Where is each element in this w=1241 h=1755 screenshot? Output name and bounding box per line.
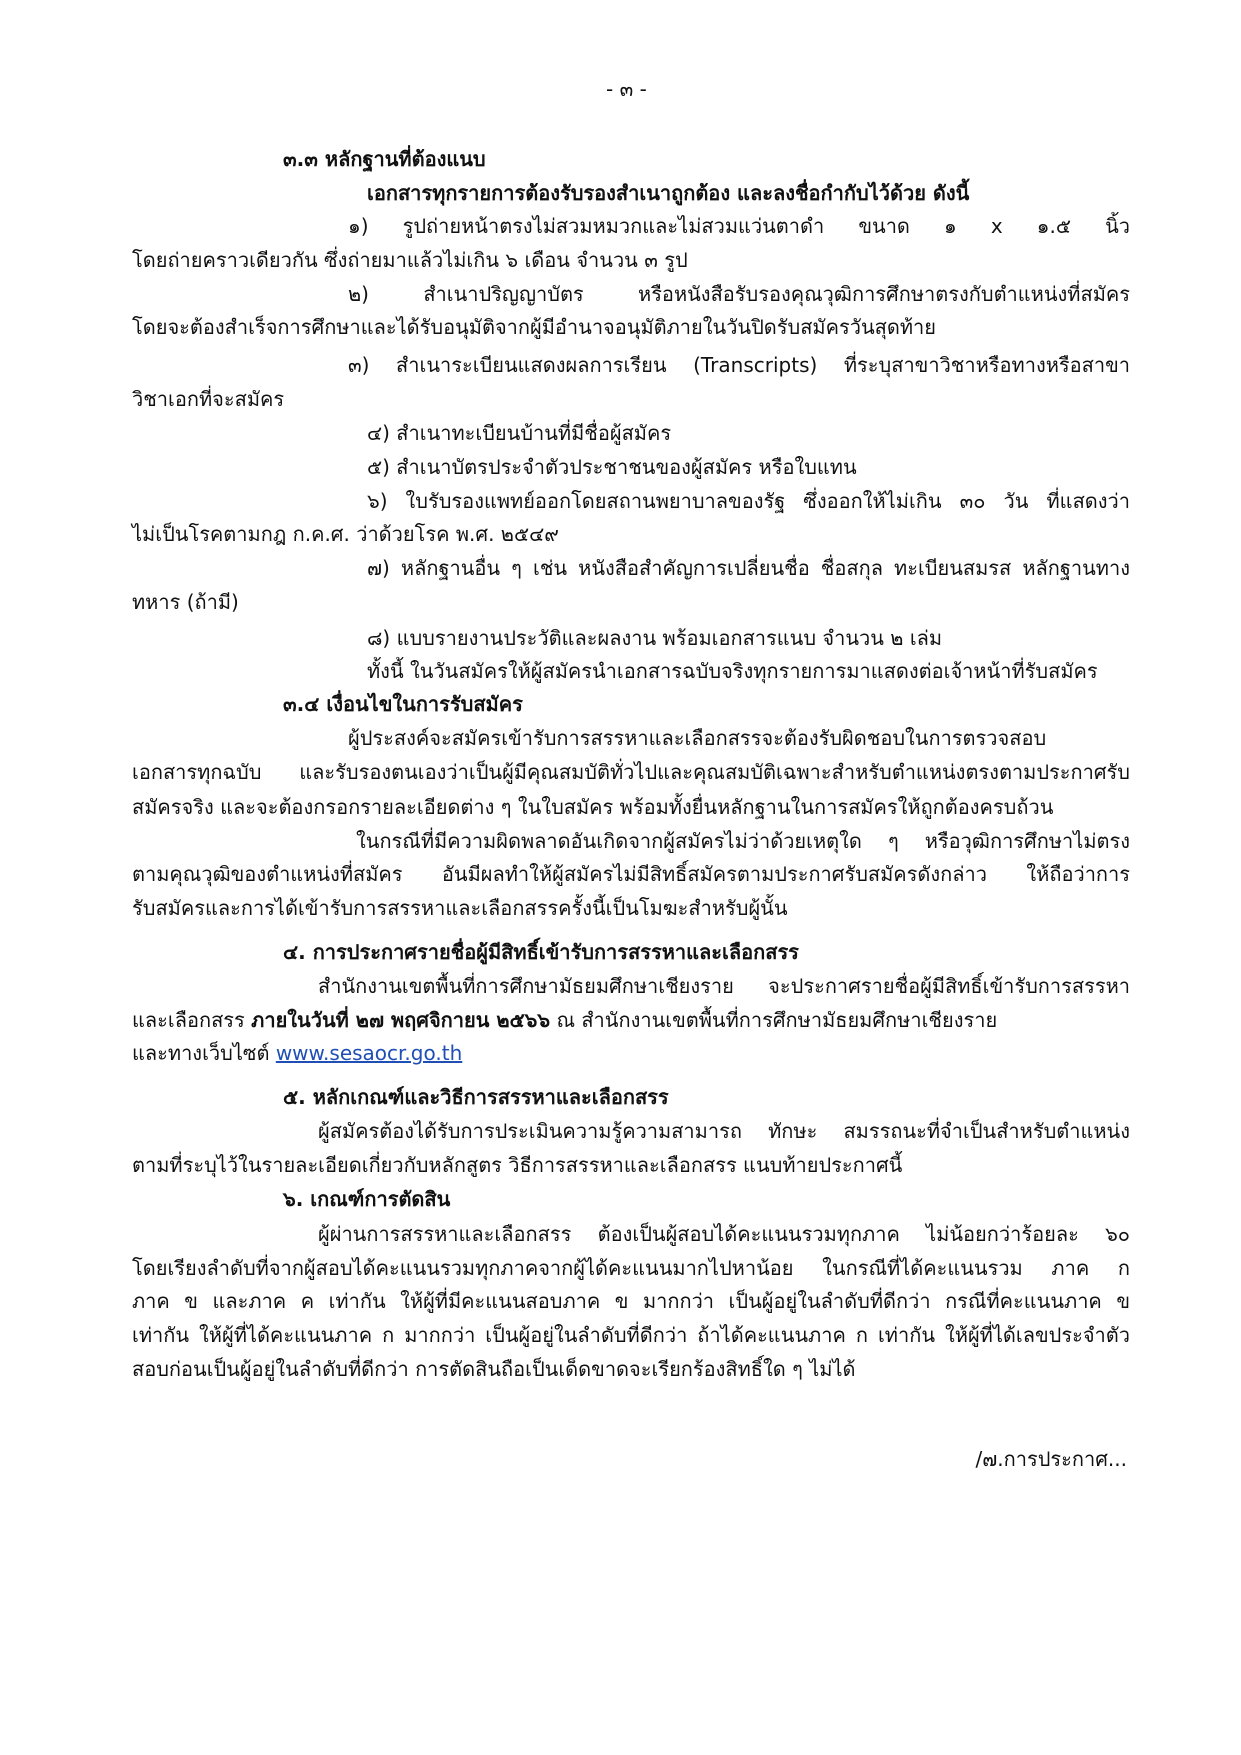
section-5-heading: ๕. หลักเกณฑ์และวิธีการสรรหาและเลือกสรร xyxy=(283,1085,669,1109)
section-6-line-4: เท่ากัน ให้ผู้ที่ได้คะแนนภาค ก มากกว่า เป็นผู้อยู่ในลำดับที่ดีกว่า ถ้าได้คะแนนภาค ก เท่ากัน ให้ผู้ที่ได้เลขประจำตัว xyxy=(132,1323,1130,1347)
section-6-heading: ๖. เกณฑ์การตัดสิน xyxy=(283,1187,451,1211)
item-6-line-2: ไม่เป็นโรคตามกฎ ก.ค.ศ. ว่าด้วยโรค พ.ศ. ๒๕๔๙ xyxy=(132,522,559,546)
section-3-4-para-1-line-3: สมัครจริง และจะต้องกรอกรายละเอียดต่าง ๆ ในใบสมัคร พร้อมทั้งยื่นหลักฐานในการสมัครให้ถูกต้องครบถ้วน xyxy=(132,795,1054,819)
section-3-3-subheading: เอกสารทุกรายการต้องรับรองสำเนาถูกต้อง และลงชื่อกำกับไว้ด้วย ดังนี้ xyxy=(367,181,970,205)
section-6-line-3: ภาค ข และภาค ค เท่ากัน ให้ผู้ที่มีคะแนนสอบภาค ข มากกว่า เป็นผู้อยู่ในลำดับที่ดีกว่า กรณีที่คะแนนภาค ข xyxy=(132,1289,1130,1313)
item-2-line-1: ๒) สำเนาปริญญาบัตร หรือหนังสือรับรองคุณวุฒิการศึกษาตรงกับตำแหน่งที่สมัคร xyxy=(348,282,1130,306)
website-link[interactable]: www.sesaocr.go.th xyxy=(275,1041,463,1065)
section-3-4-para-2-line-1: ในกรณีที่มีความผิดพลาดอันเกิดจากผู้สมัครไม่ว่าด้วยเหตุใด ๆ หรือวุฒิการศึกษาไม่ตรง xyxy=(356,829,1130,853)
item-2-line-2: โดยจะต้องสำเร็จการศึกษาและได้รับอนุมัติจากผู้มีอำนาจอนุมัติภายในวันปิดรับสมัครวันสุดท้าย xyxy=(132,315,936,339)
item-8: ๘) แบบรายงานประวัติและผลงาน พร้อมเอกสารแนบ จำนวน ๒ เล่ม xyxy=(367,626,943,650)
section-3-4-para-1-line-1: ผู้ประสงค์จะสมัครเข้ารับการสรรหาและเลือกสรรจะต้องรับผิดชอบในการตรวจสอบ xyxy=(348,726,1047,750)
section-3-4-para-1-line-2: เอกสารทุกฉบับ และรับรองตนเองว่าเป็นผู้มีคุณสมบัติทั่วไปและคุณสมบัติเฉพาะสำหรับตำแหน่งตรงตามประกาศรับ xyxy=(132,760,1130,784)
section-5-line-2: ตามที่ระบุไว้ในรายละเอียดเกี่ยวกับหลักสูตร วิธีการสรรหาและเลือกสรร แนบท้ายประกาศนี้ xyxy=(132,1153,903,1177)
item-6-line-1: ๖) ใบรับรองแพทย์ออกโดยสถานพยาบาลของรัฐ ซึ่งออกให้ไม่เกิน ๓๐ วัน ที่แสดงว่า xyxy=(367,489,1130,513)
item-3-line-2: วิชาเอกที่จะสมัคร xyxy=(132,387,285,411)
section-5-line-1: ผู้สมัครต้องได้รับการประเมินความรู้ความสามารถ ทักษะ สมรรถนะที่จำเป็นสำหรับตำแหน่ง xyxy=(318,1119,1130,1143)
section-6-line-2: โดยเรียงลำดับที่จากผู้สอบได้คะแนนรวมทุกภาคจากผู้ได้คะแนนมากไปหาน้อย ในกรณีที่ได้คะแนนรวม ภาค ก xyxy=(132,1256,1130,1280)
section-4-heading: ๔. การประกาศรายชื่อผู้มีสิทธิ์เข้ารับการสรรหาและเลือกสรร xyxy=(283,940,799,964)
continuation-marker: /๗.การประกาศ... xyxy=(975,1447,1127,1471)
section-4-line-2-post: ณ สำนักงานเขตพื้นที่การศึกษามัธยมศึกษาเชียงราย xyxy=(556,1008,998,1032)
item-1-line-2: โดยถ่ายคราวเดียวกัน ซึ่งถ่ายมาแล้วไม่เกิน ๖ เดือน จำนวน ๓ รูป xyxy=(132,248,688,272)
item-3-line-1: ๓) สำเนาระเบียนแสดงผลการเรียน (Transcripts) ที่ระบุสาขาวิชาหรือทางหรือสาขา xyxy=(348,353,1130,377)
section-3-4-heading: ๓.๔ เงื่อนไขในการรับสมัคร xyxy=(283,692,523,716)
section-3-3-note: ทั้งนี้ ในวันสมัครให้ผู้สมัครนำเอกสารฉบับจริงทุกรายการมาแสดงต่อเจ้าหน้าที่รับสมัคร xyxy=(367,659,1098,683)
item-4: ๔) สำเนาทะเบียนบ้านที่มีชื่อผู้สมัคร xyxy=(367,421,672,445)
item-1-line-1: ๑) รูปถ่ายหน้าตรงไม่สวมหมวกและไม่สวมแว่นตาดำ ขนาด ๑ x ๑.๕ นิ้ว xyxy=(348,214,1130,238)
page-number: - ๓ - xyxy=(606,77,647,101)
section-3-4-para-2-line-2: ตามคุณวุฒิของตำแหน่งที่สมัคร อันมีผลทำให้ผู้สมัครไม่มีสิทธิ์สมัครตามประกาศรับสมัครดังกล่าว ให้ถือว่าการ xyxy=(132,862,1130,886)
section-3-4-para-2-line-3: รับสมัครและการได้เข้ารับการสรรหาและเลือกสรรครั้งนี้เป็นโมฆะสำหรับผู้นั้น xyxy=(132,896,788,920)
section-3-3-heading: ๓.๓ หลักฐานที่ต้องแนบ xyxy=(283,147,486,171)
item-5: ๕) สำเนาบัตรประจำตัวประชาชนของผู้สมัคร หรือใบแทน xyxy=(367,455,857,479)
section-4-line-2-pre: และเลือกสรร xyxy=(132,1008,245,1032)
section-4-line-3-pre: และทางเว็บไซต์ xyxy=(132,1041,270,1065)
item-7-line-1: ๗) หลักฐานอื่น ๆ เช่น หนังสือสำคัญการเปลี่ยนชื่อ ชื่อสกุล ทะเบียนสมรส หลักฐานทาง xyxy=(367,556,1130,580)
section-6-line-1: ผู้ผ่านการสรรหาและเลือกสรร ต้องเป็นผู้สอบได้คะแนนรวมทุกภาค ไม่น้อยกว่าร้อยละ ๖๐ xyxy=(318,1222,1130,1246)
section-4-line-1: สำนักงานเขตพื้นที่การศึกษามัธยมศึกษาเชียงราย จะประกาศรายชื่อผู้มีสิทธิ์เข้ารับการสรรหา xyxy=(318,974,1130,998)
section-4-line-2 xyxy=(132,1008,997,1032)
section-6-line-5: สอบก่อนเป็นผู้อยู่ในลำดับที่ดีกว่า การตัดสินถือเป็นเด็ดขาดจะเรียกร้องสิทธิ์ใด ๆ ไม่ได้ xyxy=(132,1357,856,1381)
item-7-line-2: ทหาร (ถ้ามี) xyxy=(132,590,239,614)
announcement-date: ภายในวันที่ ๒๗ พฤศจิกายน ๒๕๖๖ xyxy=(251,1008,551,1032)
section-4-line-3 xyxy=(132,1041,462,1065)
